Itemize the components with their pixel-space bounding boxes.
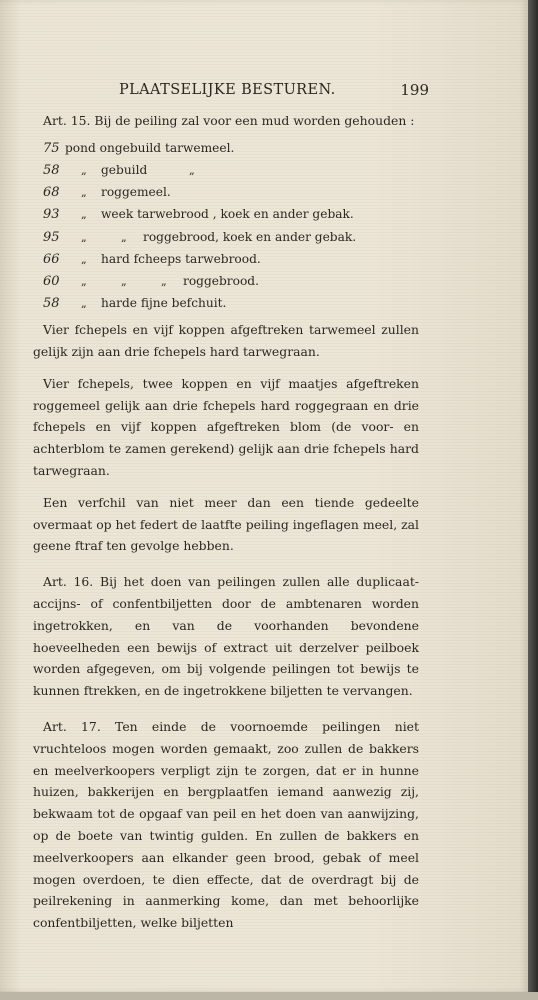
list-item (33, 227, 419, 249)
article-17: Art. 17. Ten einde de voornoemde peilingen niet vruchteloos mogen worden gemaakt, zoo zullen de bakkers en meelverkoopers verpligt zijn te zorgen, dat er in hunne huizen, bakkerijen en bergplaatfen iemand aanwezig zij, bekwaam tot de opgaaf van peil en het doen van aanwijzing, op de boete van twintig gulden. En zullen de bakkers en meelverkoopers aan elkander geen brood, gebak of meel mogen overdoen, te dien effecte, dat de overdragt bij de peilrekening in aanmerking kome, dan met behoorlijke confentbiljetten, welke biljetten (33, 719, 419, 931)
ditto-mark: „ (189, 163, 195, 177)
ditto-mark: „ (81, 163, 87, 177)
measure-list (33, 138, 419, 316)
ditto-mark: „ (81, 230, 87, 244)
ditto-mark: „ (161, 274, 167, 288)
paragraph-verschil: Een verfchil van niet meer dan een tiende gedeelte overmaat op het federt de laatfte peiling ingeflagen meel, zal geene ftraf ten gevolge hebben. (33, 494, 419, 554)
item-text: harde fijne befchuit. (101, 296, 227, 311)
list-item (33, 249, 419, 271)
item-text: roggebrood. (183, 273, 259, 288)
item-text: week tarwebrood , koek en ander gebak. (101, 207, 354, 222)
item-text: roggebrood, koek en ander gebak. (143, 229, 357, 244)
article-15-intro: Art. 15. Bij de peiling zal voor een mud worden gehouden : (43, 113, 415, 128)
list-item (33, 293, 419, 315)
ditto-mark: „ (81, 297, 87, 311)
paragraph-tarwemeel: Vier fchepels en vijf koppen afgeftreken tarwemeel zullen gelijk zijn aan drie fchepels hard tarwegraan. (33, 322, 419, 360)
paragraph-roggemeel: Vier fchepels, twee koppen en vijf maatjes afgeftreken roggemeel gelijk aan drie fchepels hard roggegraan en drie fchepels en vijf koppen afgeftreken blom (de voor- en achterblom te zamen gerekend) gelijk aan drie fchepels hard tarwegraan. (33, 375, 419, 479)
item-text: hard fcheeps tarwebrood. (101, 251, 261, 266)
list-item (33, 271, 419, 293)
ditto-mark: „ (81, 274, 87, 288)
article-16: Art. 16. Bij het doen van peilingen zullen alle duplicaat-accijns- of confentbiljetten door de ambtenaren worden ingetrokken, en van de voorhanden bevondene hoeveelheden een bewijs of extract uit derzelver peilboek worden afgegeven, om bij volgende peilingen tot bewijs te kunnen ftrekken, en de ingetrokkene biljetten te vervangen. (33, 574, 419, 699)
page-edge-shadow (528, 0, 538, 1000)
quantity: 58 (43, 296, 60, 312)
page-text-block (33, 80, 429, 944)
quantity: 75 (43, 140, 60, 156)
quantity: 68 (43, 185, 60, 201)
quantity: 66 (43, 251, 60, 267)
quantity: 95 (43, 229, 60, 245)
ditto-mark: „ (81, 252, 87, 266)
ditto-mark: „ (81, 186, 87, 200)
ditto-mark: „ (121, 230, 127, 244)
list-item (33, 204, 419, 226)
list-item (33, 182, 419, 204)
list-item (33, 160, 419, 182)
quantity: 93 (43, 207, 60, 223)
item-text: pond ongebuild tarwemeel. (65, 140, 235, 155)
item-text: roggemeel. (101, 185, 171, 200)
ditto-mark: „ (81, 208, 87, 222)
ditto-mark: „ (121, 274, 127, 288)
list-item (33, 138, 419, 160)
running-head-title: PLAATSELIJKE BESTUREN. (119, 82, 336, 98)
page-bottom-edge (0, 992, 538, 1000)
quantity: 58 (43, 162, 60, 178)
item-text: gebuild (101, 162, 148, 177)
running-head (33, 80, 429, 110)
page-number: 199 (400, 81, 429, 99)
quantity: 60 (43, 273, 60, 289)
